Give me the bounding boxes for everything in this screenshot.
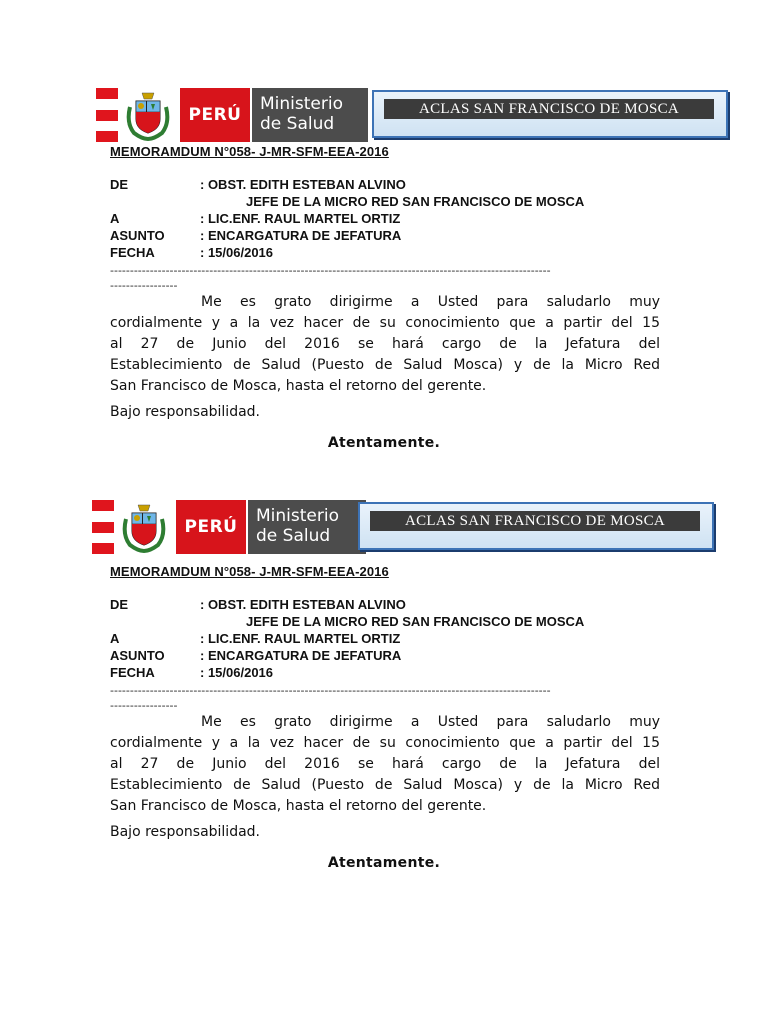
ministerio-header [92, 500, 716, 554]
field-de-cargo: JEFE DE LA MICRO RED SAN FRANCISCO DE MOSCA [246, 614, 585, 629]
ministerio-label: Ministerio de Salud [252, 88, 368, 142]
aclas-title: ACLAS SAN FRANCISCO DE MOSCA [384, 99, 714, 119]
memo-body: Me es grato dirigirme a Usted para saludarlo muy cordialmente y a la vez hacer de su conocimiento que a partir del 15 al 27 de Junio del 2016 se hará cargo de la Jefatura del Establecimiento de Salud (Puesto de Salud Mosca) y de la Micro Red San Francisco de Mosca, hasta el retorno del gerente. [110, 714, 660, 814]
aclas-banner [358, 502, 714, 550]
memo-title: MEMORAMDUM N°058- J-MR-SFM-EEA-2016 [110, 564, 389, 579]
memo-2: PERÚ Ministerio de Salud ACLAS SAN FRANCISCO DE MOSCA MEMORAMDUM N°058- J-MR-SFM-EEA-2016 DE : OBST. EDITH ESTEBAN ALVINO JEFE DE LA MICRO RED SAN FRANCISCO DE MOSCA A : LIC.ENF. RAUL MARTEL ORTIZ ASUNTO : ENCARGATURA DE JEFATURA FECHA : 15/06/2016 --------------------------------------------------------------------------------------------------------------- ----------------- Me es grato dirigirme a Usted para saludarlo muy cordialmente y a la vez hacer de su conocimiento que a partir del 15 al 27 de Junio del 2016 se hará cargo de la Jefatura del Establecimiento de Salud (Puesto de Salud Mosca) y de la Micro Red San Francisco de Mosca, hasta el retorno del gerente. Bajo responsabilidad. Atentamente. [0, 494, 768, 914]
divider-line: --------------------------------------------------------------------------------------------------------------- [110, 684, 551, 697]
divider-line-end: ----------------- [110, 279, 178, 292]
peru-coat-of-arms-icon [118, 501, 170, 553]
atentamente: Atentamente. [327, 435, 441, 451]
ministerio-label: Ministerio de Salud [248, 500, 366, 554]
divider-line: --------------------------------------------------------------------------------------------------------------- [110, 264, 551, 277]
atentamente: Atentamente. [327, 855, 441, 871]
bajo-responsabilidad: Bajo responsabilidad. [110, 404, 261, 420]
divider-line-end: ----------------- [110, 699, 178, 712]
peru-flag-stripes [96, 88, 118, 142]
memo-title: MEMORAMDUM N°058- J-MR-SFM-EEA-2016 [110, 144, 389, 159]
peru-label: PERÚ [180, 88, 250, 142]
peru-coat-of-arms-icon [122, 89, 174, 141]
memo-1: PERÚ Ministerio de Salud ACLAS SAN FRANCISCO DE MOSCA MEMORAMDUM N°058- J-MR-SFM-EEA-2016 DE : OBST. EDITH ESTEBAN ALVINO JEFE DE LA MICRO RED SAN FRANCISCO DE MOSCA A : LIC.ENF. RAUL MARTEL ORTIZ ASUNTO : ENCARGATURA DE JEFATURA FECHA : 15/06/2016 --------------------------------------------------------------------------------------------------------------- ----------------- Me es grato dirigirme a Usted para saludarlo muy cordialmente y a la vez hacer de su conocimiento que a partir del 15 al 27 de Junio del 2016 se hará cargo de la Jefatura del Establecimiento de Salud (Puesto de Salud Mosca) y de la Micro Red San Francisco de Mosca, hasta el retorno del gerente. Bajo responsabilidad. Atentamente. [0, 82, 768, 502]
aclas-title: ACLAS SAN FRANCISCO DE MOSCA [370, 511, 700, 531]
bajo-responsabilidad: Bajo responsabilidad. [110, 824, 261, 840]
peru-flag-stripes [92, 500, 114, 554]
peru-label: PERÚ [176, 500, 246, 554]
ministerio-header [96, 88, 728, 142]
field-de-cargo: JEFE DE LA MICRO RED SAN FRANCISCO DE MOSCA [246, 194, 585, 209]
memo-body: Me es grato dirigirme a Usted para saludarlo muy cordialmente y a la vez hacer de su conocimiento que a partir del 15 al 27 de Junio del 2016 se hará cargo de la Jefatura del Establecimiento de Salud (Puesto de Salud Mosca) y de la Micro Red San Francisco de Mosca, hasta el retorno del gerente. [110, 294, 660, 394]
aclas-banner [372, 90, 728, 138]
